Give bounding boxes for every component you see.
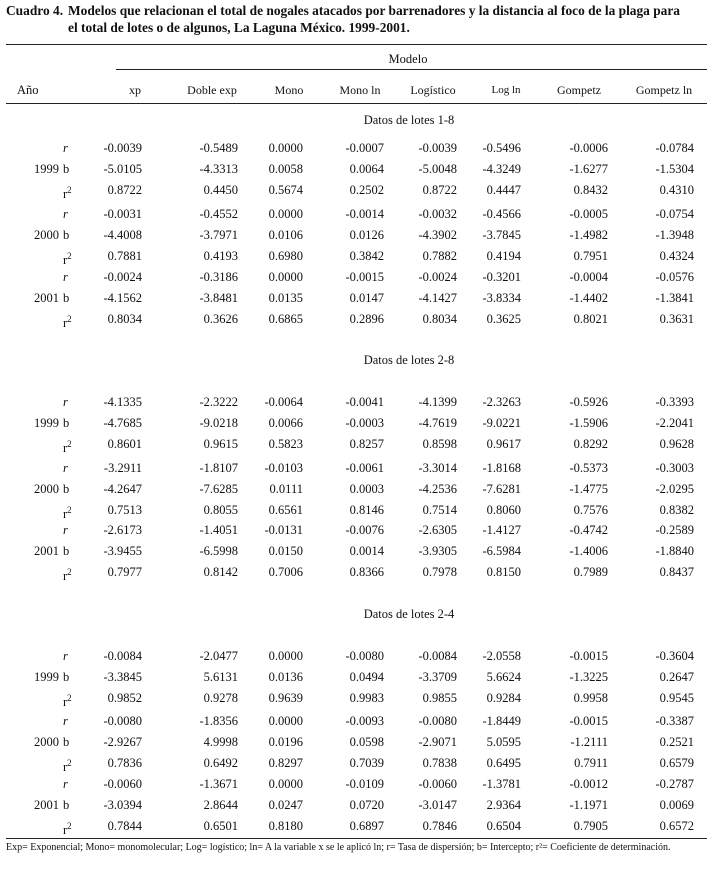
table-cell: -1.1971 bbox=[569, 798, 608, 812]
table-cell: -0.4566 bbox=[482, 207, 521, 221]
stat-label: $r^2$ bbox=[63, 314, 72, 331]
table-caption bbox=[6, 2, 710, 36]
table-cell: 0.8382 bbox=[659, 503, 694, 517]
table-cell: -1.4051 bbox=[199, 523, 238, 537]
table-cell: -4.7685 bbox=[103, 416, 142, 430]
table-cell: 0.0014 bbox=[349, 544, 384, 558]
table-cell: 0.0150 bbox=[268, 544, 303, 558]
table-cell: 0.9278 bbox=[203, 691, 238, 705]
stat-label: r bbox=[63, 395, 68, 409]
table-cell: 0.5674 bbox=[268, 183, 303, 197]
table-cell: -2.9071 bbox=[418, 735, 457, 749]
table-cell: 0.0598 bbox=[349, 735, 384, 749]
table-cell: -0.3201 bbox=[482, 270, 521, 284]
table-cell: -0.0015 bbox=[569, 649, 608, 663]
table-cell: -0.0109 bbox=[345, 777, 384, 791]
stat-label: r bbox=[63, 461, 68, 475]
table-cell: 0.0126 bbox=[349, 228, 384, 242]
table-cell: -7.6285 bbox=[199, 482, 238, 496]
table-cell: -1.3948 bbox=[655, 228, 694, 242]
stat-label: r bbox=[63, 141, 68, 155]
table-cell: -1.4006 bbox=[569, 544, 608, 558]
table-cell: -7.6281 bbox=[482, 482, 521, 496]
table-cell: 0.8055 bbox=[203, 503, 238, 517]
table-cell: 0.6865 bbox=[268, 312, 303, 326]
table-cell: -0.0064 bbox=[264, 395, 303, 409]
stat-label: $r^2$ bbox=[63, 439, 72, 456]
table-cell: 0.6504 bbox=[486, 819, 521, 833]
table-cell: -1.5906 bbox=[569, 416, 608, 430]
table-cell: -4.2536 bbox=[418, 482, 457, 496]
table-cell: -1.8107 bbox=[199, 461, 238, 475]
table-cell: -3.0147 bbox=[418, 798, 457, 812]
table-cell: 0.9958 bbox=[573, 691, 608, 705]
table-cell: -0.4742 bbox=[569, 523, 608, 537]
modelo-rule bbox=[116, 69, 707, 70]
table-cell: 5.6131 bbox=[203, 670, 238, 684]
table-cell: 0.7911 bbox=[574, 756, 608, 770]
table-cell: -0.0024 bbox=[103, 270, 142, 284]
table-cell: -6.5984 bbox=[482, 544, 521, 558]
table-cell: 0.8292 bbox=[573, 437, 608, 451]
table-cell: -0.0005 bbox=[569, 207, 608, 221]
table-cell: 0.7978 bbox=[422, 565, 457, 579]
stat-label: b bbox=[63, 544, 70, 558]
table-cell: -0.0080 bbox=[103, 714, 142, 728]
table-cell: -0.5926 bbox=[569, 395, 608, 409]
table-cell: 0.2647 bbox=[659, 670, 694, 684]
table-cell: -2.3263 bbox=[482, 395, 521, 409]
modelo-header: Modelo bbox=[388, 52, 428, 66]
table-cell: 0.7576 bbox=[573, 503, 608, 517]
stat-label: b bbox=[63, 228, 70, 242]
table-cell: 0.7881 bbox=[107, 249, 142, 263]
stat-label: r bbox=[63, 714, 68, 728]
table-cell: -0.0131 bbox=[264, 523, 303, 537]
table-cell: -0.3604 bbox=[655, 649, 694, 663]
table-cell: -2.0477 bbox=[199, 649, 238, 663]
column-header: Gompetz ln bbox=[635, 83, 693, 97]
table-cell: -3.3845 bbox=[103, 670, 142, 684]
table-cell: 0.8180 bbox=[268, 819, 303, 833]
table-cell: 0.6492 bbox=[203, 756, 238, 770]
table-cell: 0.9615 bbox=[203, 437, 238, 451]
table-cell: -0.0060 bbox=[418, 777, 457, 791]
column-header: xp bbox=[129, 83, 141, 97]
table-cell: 2.9364 bbox=[486, 798, 521, 812]
table-cell: 0.7977 bbox=[107, 565, 142, 579]
table-cell: -0.3393 bbox=[655, 395, 694, 409]
table-cell: -0.0084 bbox=[103, 649, 142, 663]
table-cell: -3.9455 bbox=[103, 544, 142, 558]
table-cell: -0.0076 bbox=[345, 523, 384, 537]
table-cell: -2.0295 bbox=[655, 482, 694, 496]
table-cell: -4.1427 bbox=[418, 291, 457, 305]
table-cell: 0.7836 bbox=[107, 756, 142, 770]
table-cell: 0.6897 bbox=[349, 819, 384, 833]
year-label: 2000 bbox=[34, 482, 59, 496]
table-cell: 0.0000 bbox=[268, 714, 303, 728]
table-cell: -1.8168 bbox=[482, 461, 521, 475]
table-cell: 0.5823 bbox=[268, 437, 303, 451]
table-cell: 0.2521 bbox=[659, 735, 694, 749]
table-cell: -0.0032 bbox=[418, 207, 457, 221]
table-cell: -4.7619 bbox=[418, 416, 457, 430]
table-cell: 0.8142 bbox=[203, 565, 238, 579]
table-cell: -0.0041 bbox=[345, 395, 384, 409]
table-cell: -1.5304 bbox=[655, 162, 694, 176]
table-cell: -4.4008 bbox=[103, 228, 142, 242]
caption-line-2: el total de lotes o de algunos, La Laguna México. 1999-2001. bbox=[68, 20, 410, 35]
table-cell: 0.8598 bbox=[422, 437, 457, 451]
table-cell: -2.9267 bbox=[103, 735, 142, 749]
table-cell: -1.8840 bbox=[655, 544, 694, 558]
table-cell: -0.3387 bbox=[655, 714, 694, 728]
table-cell: -0.3003 bbox=[655, 461, 694, 475]
table-cell: -4.1399 bbox=[418, 395, 457, 409]
stat-label: b bbox=[63, 798, 70, 812]
year-label: 2001 bbox=[34, 798, 59, 812]
table-cell: 0.0069 bbox=[659, 798, 694, 812]
table-cell: 0.6501 bbox=[203, 819, 238, 833]
table-cell: -4.1335 bbox=[103, 395, 142, 409]
table-cell: 0.8034 bbox=[422, 312, 457, 326]
table-cell: -1.4775 bbox=[569, 482, 608, 496]
year-label: 2001 bbox=[34, 544, 59, 558]
table-cell: 2.8644 bbox=[203, 798, 238, 812]
table-cell: -1.3781 bbox=[482, 777, 521, 791]
table-cell: 0.8150 bbox=[486, 565, 521, 579]
stat-label: r bbox=[63, 649, 68, 663]
table-cell: -4.1562 bbox=[103, 291, 142, 305]
table-cell: -0.4552 bbox=[199, 207, 238, 221]
table-cell: 0.0494 bbox=[349, 670, 384, 684]
table-cell: 0.4193 bbox=[203, 249, 238, 263]
table-cell: 0.4194 bbox=[486, 249, 521, 263]
table-cell: 0.3842 bbox=[349, 249, 384, 263]
table-cell: -3.8334 bbox=[482, 291, 521, 305]
table-cell: -0.0084 bbox=[418, 649, 457, 663]
table-cell: 0.6572 bbox=[659, 819, 694, 833]
table-cell: -0.0014 bbox=[345, 207, 384, 221]
table-cell: -0.0015 bbox=[345, 270, 384, 284]
stat-label: b bbox=[63, 670, 70, 684]
table-cell: 0.0000 bbox=[268, 777, 303, 791]
table-cell: 0.3625 bbox=[486, 312, 521, 326]
table-cell: -0.5373 bbox=[569, 461, 608, 475]
table-cell: 0.0000 bbox=[268, 270, 303, 284]
table-cell: 0.2896 bbox=[349, 312, 384, 326]
table-cell: -0.5489 bbox=[199, 141, 238, 155]
table-cell: 0.7989 bbox=[573, 565, 608, 579]
table-cell: 0.0247 bbox=[268, 798, 303, 812]
table-cell: 0.4324 bbox=[659, 249, 694, 263]
table-cell: -0.0576 bbox=[655, 270, 694, 284]
column-header: Logístico bbox=[410, 83, 456, 97]
table-cell: 4.9998 bbox=[203, 735, 238, 749]
table-cell: 0.9852 bbox=[107, 691, 142, 705]
column-header: Log ln bbox=[491, 84, 521, 96]
table-cell: 0.4447 bbox=[486, 183, 521, 197]
table-cell: -0.2589 bbox=[655, 523, 694, 537]
table-cell: 0.9545 bbox=[659, 691, 694, 705]
table-cell: -2.6305 bbox=[418, 523, 457, 537]
table-cell: 0.7838 bbox=[422, 756, 457, 770]
table-cell: -2.6173 bbox=[103, 523, 142, 537]
table-cell: 0.0058 bbox=[268, 162, 303, 176]
table-cell: 0.7006 bbox=[268, 565, 303, 579]
table-cell: 0.7951 bbox=[573, 249, 608, 263]
table-cell: -1.4402 bbox=[569, 291, 608, 305]
table-cell: -9.0218 bbox=[199, 416, 238, 430]
table-cell: 0.7846 bbox=[422, 819, 457, 833]
stat-label: b bbox=[63, 162, 70, 176]
table-cell: 0.3626 bbox=[203, 312, 238, 326]
table-cell: 0.8366 bbox=[349, 565, 384, 579]
table-cell: -3.8481 bbox=[199, 291, 238, 305]
stat-label: $r^2$ bbox=[63, 505, 72, 522]
table-cell: 0.4310 bbox=[659, 183, 694, 197]
table-cell: -3.7971 bbox=[199, 228, 238, 242]
table-cell: -0.0061 bbox=[345, 461, 384, 475]
table-cell: 0.0000 bbox=[268, 649, 303, 663]
table-cell: 0.8601 bbox=[107, 437, 142, 451]
table-cell: -3.0394 bbox=[103, 798, 142, 812]
table-cell: -4.3249 bbox=[482, 162, 521, 176]
table-cell: -1.8356 bbox=[199, 714, 238, 728]
table-cell: -3.3709 bbox=[418, 670, 457, 684]
year-label: 2001 bbox=[34, 291, 59, 305]
table-cell: 0.6561 bbox=[268, 503, 303, 517]
table-cell: 0.6495 bbox=[486, 756, 521, 770]
table-cell: -0.0007 bbox=[345, 141, 384, 155]
table-cell: 0.0000 bbox=[268, 207, 303, 221]
table-cell: 0.0106 bbox=[268, 228, 303, 242]
table-cell: 0.8021 bbox=[573, 312, 608, 326]
footnote: Exp= Exponencial; Mono= monomolecular; Log= logístico; ln= A la variable x se le aplicó ln; r= Tasa de dispersión; b= Intercepto; r²= Coeficiente de determinación. bbox=[6, 842, 671, 853]
table-cell: -0.0060 bbox=[103, 777, 142, 791]
table-cell: -0.0039 bbox=[103, 141, 142, 155]
stat-label: r bbox=[63, 777, 68, 791]
table-cell: 5.6624 bbox=[486, 670, 521, 684]
table-cell: 0.8722 bbox=[422, 183, 457, 197]
table-cell: -3.9305 bbox=[418, 544, 457, 558]
table-cell: 0.9617 bbox=[486, 437, 521, 451]
table-cell: 0.0720 bbox=[349, 798, 384, 812]
year-label: 2000 bbox=[34, 735, 59, 749]
stat-label: r bbox=[63, 207, 68, 221]
table-cell: 0.8060 bbox=[486, 503, 521, 517]
section-title: Datos de lotes 2-4 bbox=[363, 607, 455, 621]
stat-label: $r^2$ bbox=[63, 693, 72, 710]
table-cell: -9.0221 bbox=[482, 416, 521, 430]
table-cell: -0.0024 bbox=[418, 270, 457, 284]
table-cell: -0.0039 bbox=[418, 141, 457, 155]
table-cell: 0.9639 bbox=[268, 691, 303, 705]
table-cell: 0.0064 bbox=[349, 162, 384, 176]
table-cell: -4.2647 bbox=[103, 482, 142, 496]
bottom-rule bbox=[6, 838, 707, 839]
column-header: Gompetz bbox=[557, 83, 601, 97]
table-cell: 0.6579 bbox=[659, 756, 694, 770]
stat-label: $r^2$ bbox=[63, 758, 72, 775]
table-cell: 0.0111 bbox=[269, 482, 303, 496]
table-cell: -1.4982 bbox=[569, 228, 608, 242]
table-cell: -1.4127 bbox=[482, 523, 521, 537]
year-label: 1999 bbox=[34, 416, 59, 430]
table-cell: -1.6277 bbox=[569, 162, 608, 176]
stat-label: b bbox=[63, 291, 70, 305]
table-cell: 5.0595 bbox=[486, 735, 521, 749]
table-cell: 0.9628 bbox=[659, 437, 694, 451]
table-cell: 0.7039 bbox=[349, 756, 384, 770]
table-cell: -1.3841 bbox=[655, 291, 694, 305]
table-cell: -2.0558 bbox=[482, 649, 521, 663]
stat-label: r bbox=[63, 523, 68, 537]
top-rule bbox=[6, 44, 707, 45]
stat-label: $r^2$ bbox=[63, 251, 72, 268]
table-cell: -1.8449 bbox=[482, 714, 521, 728]
table-cell: 0.8722 bbox=[107, 183, 142, 197]
table-cell: -3.3014 bbox=[418, 461, 457, 475]
table-cell: -5.0105 bbox=[103, 162, 142, 176]
caption-line-1: Modelos que relacionan el total de nogales atacados por barrenadores y la distancia al foco de la plaga para bbox=[68, 3, 681, 18]
table-cell: 0.7844 bbox=[107, 819, 142, 833]
table-cell: 0.6980 bbox=[268, 249, 303, 263]
table-cell: 0.7514 bbox=[422, 503, 457, 517]
table-cell: 0.8297 bbox=[268, 756, 303, 770]
table-cell: -0.0006 bbox=[569, 141, 608, 155]
table-cell: 0.8034 bbox=[107, 312, 142, 326]
table-cell: 0.0135 bbox=[268, 291, 303, 305]
table-cell: 0.0066 bbox=[268, 416, 303, 430]
table-cell: 0.4450 bbox=[203, 183, 238, 197]
table-cell: -0.0012 bbox=[569, 777, 608, 791]
stat-label: b bbox=[63, 482, 70, 496]
table-cell: -0.0003 bbox=[345, 416, 384, 430]
table-cell: 0.9855 bbox=[422, 691, 457, 705]
table-cell: -2.2041 bbox=[655, 416, 694, 430]
table-cell: -0.2787 bbox=[655, 777, 694, 791]
table-cell: -0.0080 bbox=[418, 714, 457, 728]
table-cell: -4.3313 bbox=[199, 162, 238, 176]
table-cell: -0.0754 bbox=[655, 207, 694, 221]
table-cell: -3.2911 bbox=[103, 461, 142, 475]
table-cell: -0.0004 bbox=[569, 270, 608, 284]
column-header: Mono bbox=[274, 83, 304, 97]
table-cell: -0.3186 bbox=[199, 270, 238, 284]
table-cell: -0.5496 bbox=[482, 141, 521, 155]
table-cell: 0.0000 bbox=[268, 141, 303, 155]
table-cell: -0.0015 bbox=[569, 714, 608, 728]
table-cell: -5.0048 bbox=[418, 162, 457, 176]
stat-label: b bbox=[63, 416, 70, 430]
table-cell: -6.5998 bbox=[199, 544, 238, 558]
section-title: Datos de lotes 1-8 bbox=[363, 113, 455, 127]
table-cell: -0.0093 bbox=[345, 714, 384, 728]
table-cell: 0.9284 bbox=[486, 691, 521, 705]
table-cell: 0.7882 bbox=[422, 249, 457, 263]
table-cell: 0.8437 bbox=[659, 565, 694, 579]
stat-label: $r^2$ bbox=[63, 567, 72, 584]
stat-label: $r^2$ bbox=[63, 185, 72, 202]
table-cell: -1.3671 bbox=[199, 777, 238, 791]
table-cell: -0.0103 bbox=[264, 461, 303, 475]
table-cell: 0.8432 bbox=[573, 183, 608, 197]
table-cell: -2.3222 bbox=[199, 395, 238, 409]
table-cell: 0.3631 bbox=[659, 312, 694, 326]
table-cell: 0.9983 bbox=[349, 691, 384, 705]
table-cell: 0.0196 bbox=[268, 735, 303, 749]
table-cell: 0.8257 bbox=[349, 437, 384, 451]
table-cell: -1.2111 bbox=[570, 735, 608, 749]
year-label: 2000 bbox=[34, 228, 59, 242]
caption-label: Cuadro 4. bbox=[6, 3, 64, 18]
table-cell: 0.0147 bbox=[349, 291, 384, 305]
stat-label: b bbox=[63, 735, 70, 749]
table-cell: -3.7845 bbox=[482, 228, 521, 242]
table-cell: -0.0784 bbox=[655, 141, 694, 155]
column-header: Doble exp bbox=[187, 83, 237, 97]
year-column-header: Año bbox=[17, 83, 39, 97]
table-cell: 0.8146 bbox=[349, 503, 384, 517]
stat-label: $r^2$ bbox=[63, 821, 72, 838]
table-cell: -0.0031 bbox=[103, 207, 142, 221]
column-header: Mono ln bbox=[339, 83, 381, 97]
section-title: Datos de lotes 2-8 bbox=[363, 353, 455, 367]
table-cell: 0.2502 bbox=[349, 183, 384, 197]
table-cell: -0.0080 bbox=[345, 649, 384, 663]
table-cell: -4.3902 bbox=[418, 228, 457, 242]
table-cell: 0.7513 bbox=[107, 503, 142, 517]
table-cell: -1.3225 bbox=[569, 670, 608, 684]
header-rule bbox=[6, 103, 707, 104]
year-label: 1999 bbox=[34, 162, 59, 176]
table-cell: 0.7905 bbox=[573, 819, 608, 833]
stat-label: r bbox=[63, 270, 68, 284]
table-cell: 0.0136 bbox=[268, 670, 303, 684]
table-cell: 0.0003 bbox=[349, 482, 384, 496]
year-label: 1999 bbox=[34, 670, 59, 684]
